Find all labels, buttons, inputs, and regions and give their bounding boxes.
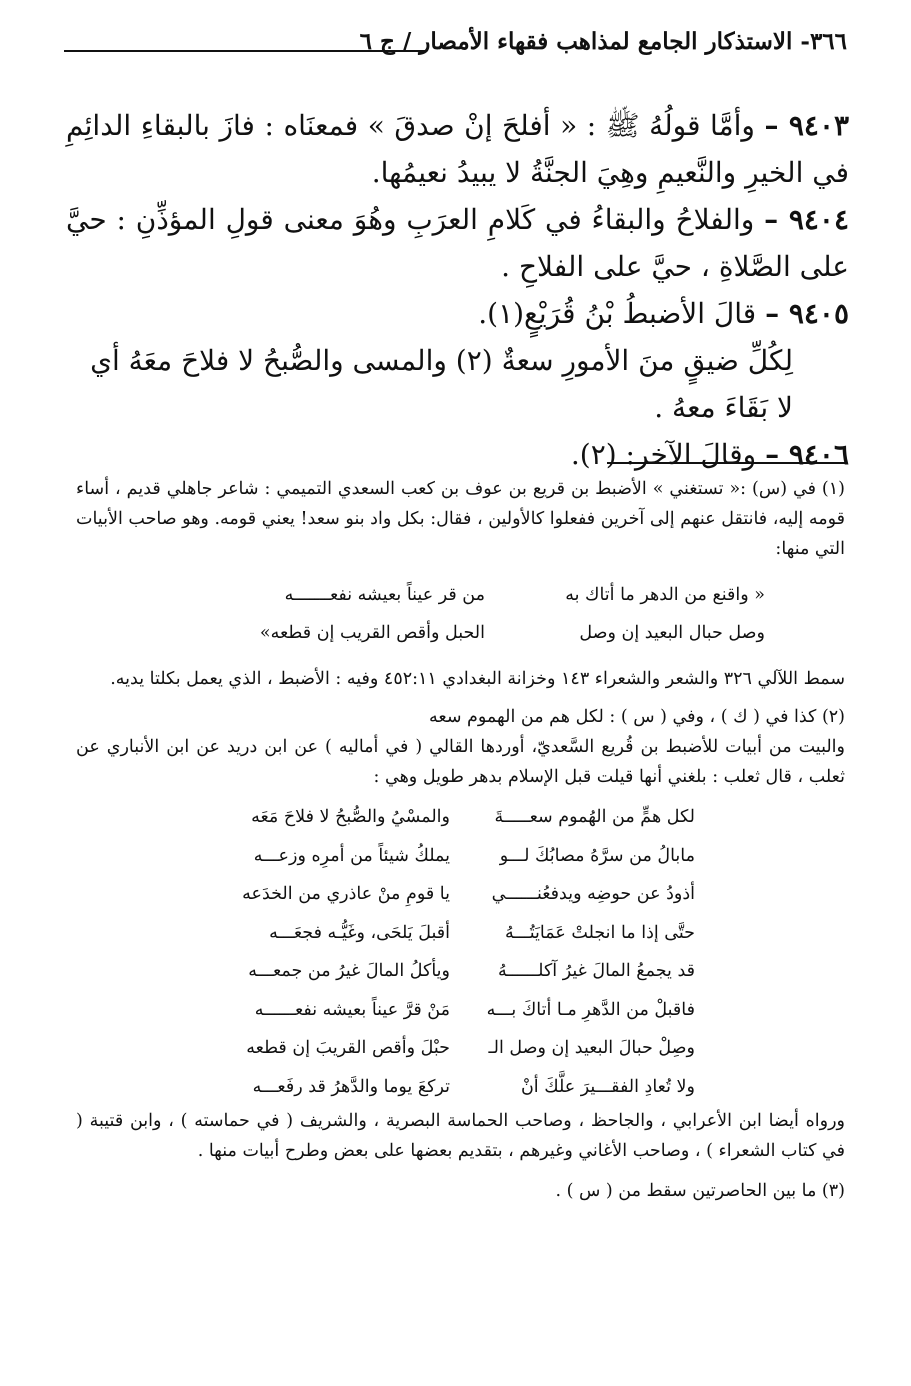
verse-hemistich-second: مَنْ قرَّ عيناً بعيشه نفعــــــه [254,999,450,1020]
paragraph-9406 [66,431,849,478]
verse-row [76,1068,695,1107]
paragraph-text: وقالَ الآخر: (٢). [570,438,757,471]
verse-row [76,614,765,652]
footnote-separator [607,462,847,464]
verse-hemistich-second: يملكُ شيئاً من أمرِه وزعـــه [253,845,450,866]
verse-hemistich-first: فاقبلْ من الدَّهرِ مـا أتاكَ بـــه [486,999,695,1020]
paragraph-number: ٩٤٠٦ – [765,438,849,471]
footnote-1-verses [76,576,845,652]
paragraph-9405 [66,290,849,337]
footnote-2-verses [76,798,845,1106]
verse-hemistich-first: وصل حبال البعيد إن وصل [579,623,765,643]
footnote-2-line1: (٢) كذا في ( ك ) ، وفي ( س ) : لكل هم من الهموم سعه [429,707,845,727]
paragraph-text: والفلاحُ والبقاءُ في كَلامِ العرَبِ وهُوَ معنى قولِ المؤذِّنِ : حيَّ على الصَّلاةِ ، حيَّ على الفلاحِ . [66,203,849,283]
paragraph-text: وأمَّا قولُهُ ﷺ : « أفلحَ إنْ صدقَ » فمعنَاه : فازَ بالبقاءِ الدائِمِ في الخيرِ والنَّعيمِ وهِيَ الجنَّةُ لا يبيدُ نعيمُها. [66,109,849,189]
main-text [66,102,849,478]
verse-row [76,576,765,614]
verse-row [76,837,695,876]
footnotes [76,474,845,1206]
footnote-1-source: سمط اللآلي ٣٢٦ والشعر والشعراء ١٤٣ وخزانة البغدادي ٤٥٢:١١ وفيه : الأضبط ، الذي يعمل بكلتا يديه. [110,669,845,689]
header-rule [64,50,426,52]
verse-hemistich-second: والمسْيُ والصُّبحُ لا فلاحَ مَعَه [251,807,450,827]
verse-row [76,991,695,1030]
footnote-3-text: (٣) ما بين الحاصرتين سقط من ( س ) . [555,1181,845,1201]
paragraph-9404 [66,196,849,290]
verse-hemistich-second: حبْلَ وأقص القريبَ إن قطعه [246,1038,450,1058]
verse-hemistich-first: حتَّى إذا ما انجلتْ عَمَايَتُـــهُ [505,922,695,943]
verse-hemistich-second: ويأكلُ المالَ غيرُ من جمعـــه [248,961,450,981]
verse-hemistich-first: « واقنع من الدهر ما أتاك به [565,585,765,605]
footnote-2-line2: والبيت من أبيات للأضبط بن قُريع السَّعديّ، أوردها القالي ( في أماليه ) عن ابن دريد عن ابن الأنباري عن ثعلب ، قال ثعلب : بلغني أنها قيلت قبل الإسلام بدهر طويل وهي : [76,737,845,787]
paragraph-number: ٩٤٠٣ – [764,109,850,142]
verse-hemistich-first: قد يجمعُ المالَ غيرُ آكلــــــهُ [498,961,695,981]
verse-hemistich-first: أذودُ عن حوضِه ويدفعُنــــــي [491,884,695,904]
verse-hemistich-first: ولا تُعادِ الفقـــيرَ علَّكَ أنْ [520,1076,695,1097]
header-title: ٣٦٦- الاستذكار الجامع لمذاهب فقهاء الأمصار / ج ٦ [359,28,847,55]
paragraph-number: ٩٤٠٥ – [765,297,849,330]
verse-hemistich-first: لكل همٍّ من الهُموم سعـــــةَ [494,807,695,827]
verse-hemistich-first: وصِلْ حبالَ البعيد إن وصل الـ [488,1038,695,1058]
verse-hemistich-second: الحبل وأقص القريب إن قطعه» [259,623,485,643]
poem-line: لِكُلِّ ضيقٍ منَ الأمورِ سعةٌ (٢) والمسى والصُّبحُ لا فلاحَ معَهُ أي لا بَقَاءَ معهُ . [90,344,793,424]
verse-hemistich-second: يا قومِ منْ عاذري من الخدَعه [242,884,450,904]
verse-row [76,875,695,914]
paragraph-number: ٩٤٠٤ – [764,203,849,236]
verse-row [76,798,695,837]
verse-hemistich-second: تركعَ يوما والدَّهرُ قد رفَعـــه [252,1076,450,1097]
paragraph-9403 [66,102,849,196]
verse-hemistich-first: مابالُ من سرَّهُ مصابُكَ لـــو [499,845,695,866]
verse-row [76,914,695,953]
verse-hemistich-second: أقبلَ يَلحَى، وغَيُّـه فجعَـــه [269,922,450,943]
footnote-2-after: ورواه أيضا ابن الأعرابي ، والجاحظ ، وصاحب الحماسة البصرية ، والشريف ( في حماسته ) ، وابن قتيبة ( في كتاب الشعراء ) ، وصاحب الأغاني وغيرهم ، بتقديم بعضها على بعض وطرح أبيات منها . [76,1111,845,1161]
paragraph-text: قالَ الأضبطُ بْنُ قُرَيْعٍ(١). [478,297,757,330]
verse-row [76,952,695,991]
running-header [64,28,847,64]
verse-row [76,1029,695,1068]
verse-hemistich-second: من قر عيناً بعيشه نفعـــــــه [284,585,485,605]
footnote-1-text: (١) في (س) :« تستغني » الأضبط بن قريع بن عوف بن كعب السعدي التميمي : شاعر جاهلي قديم ، أساء قومه إليه، فانتقل عنهم إلى آخرين ففعلوا كالأولين ، فقال: بكل واد بنو سعد! يعني قومه. وهو صاحب الأبيات التي منها: [76,479,845,559]
